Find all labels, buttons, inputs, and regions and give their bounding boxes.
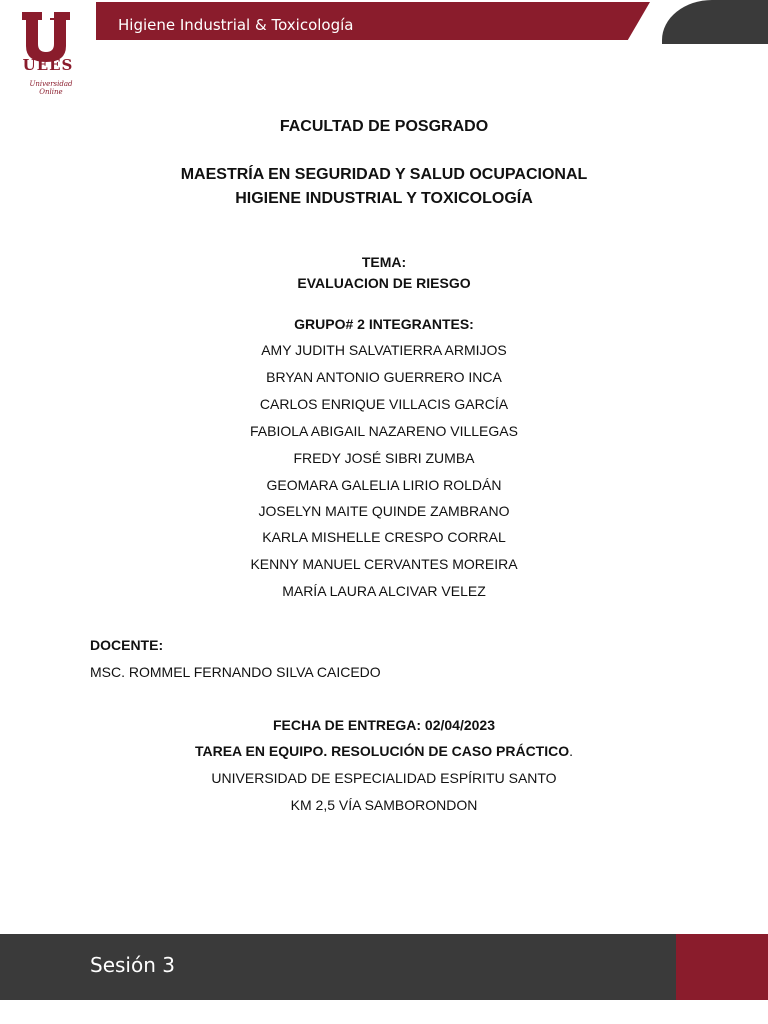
teacher-label: DOCENTE: bbox=[90, 637, 164, 653]
assignment-suffix: . bbox=[569, 743, 574, 759]
footer-accent bbox=[676, 934, 768, 1000]
member-item: KENNY MANUEL CERVANTES MOREIRA bbox=[250, 556, 518, 572]
faculty: FACULTAD DE POSGRADO bbox=[279, 118, 489, 135]
member-item: MARÍA LAURA ALCIVAR VELEZ bbox=[282, 583, 486, 599]
program: MAESTRÍA EN SEGURIDAD Y SALUD OCUPACIONAL bbox=[180, 166, 588, 183]
teacher: MSC. ROMMEL FERNANDO SILVA CAICEDO bbox=[90, 664, 381, 680]
topic-label: TEMA: bbox=[361, 254, 407, 270]
group-label: GRUPO# 2 INTEGRANTES: bbox=[294, 316, 474, 332]
course: HIGIENE INDUSTRIAL Y TOXICOLOGÍA bbox=[235, 190, 533, 207]
member-item: JOSELYN MAITE QUINDE ZAMBRANO bbox=[258, 503, 510, 519]
university: UNIVERSIDAD DE ESPECIALIDAD ESPÍRITU SANTO bbox=[211, 770, 557, 786]
member-item: FABIOLA ABIGAIL NAZARENO VILLEGAS bbox=[250, 423, 518, 439]
logo-subtitle: Universidad Online bbox=[29, 80, 73, 96]
member-item: AMY JUDITH SALVATIERRA ARMIJOS bbox=[261, 342, 507, 358]
member-item: CARLOS ENRIQUE VILLACIS GARCÍA bbox=[259, 396, 509, 412]
logo-text: UEES bbox=[22, 56, 74, 74]
member-item: GEOMARA GALELIA LIRIO ROLDÁN bbox=[266, 477, 502, 493]
address: KM 2,5 VÍA SAMBORONDON bbox=[290, 797, 478, 813]
due-date: FECHA DE ENTREGA: 02/04/2023 bbox=[273, 717, 495, 733]
assignment-text: TAREA EN EQUIPO. RESOLUCIÓN DE CASO PRÁCTICO bbox=[194, 743, 570, 759]
member-item: KARLA MISHELLE CRESPO CORRAL bbox=[262, 529, 506, 545]
topic: EVALUACION DE RIESGO bbox=[297, 275, 471, 291]
header-dark-accent bbox=[662, 0, 768, 44]
assignment bbox=[0, 743, 768, 759]
member-item: BRYAN ANTONIO GUERRERO INCA bbox=[266, 369, 502, 385]
member-item: FREDY JOSÉ SIBRI ZUMBA bbox=[293, 450, 475, 466]
session-label: Sesión 3 bbox=[90, 953, 175, 977]
header-title: Higiene Industrial & Toxicología bbox=[118, 16, 354, 34]
